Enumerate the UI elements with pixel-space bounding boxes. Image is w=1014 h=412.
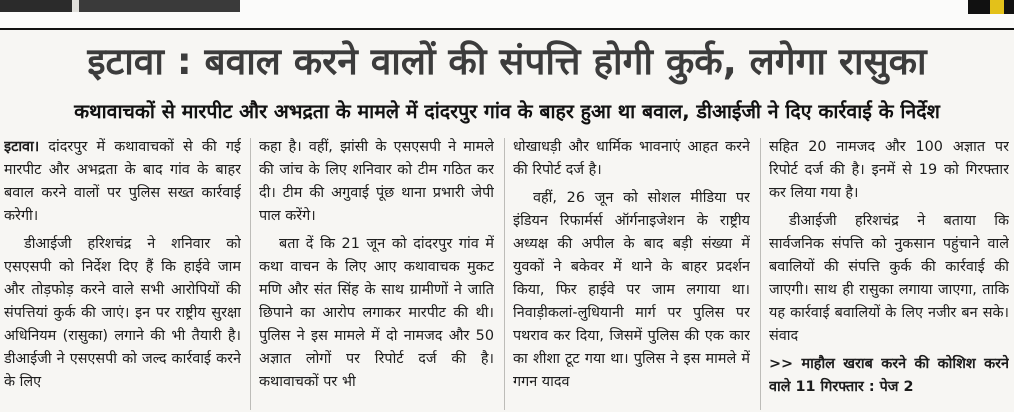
paragraph: धोखाधड़ी और धार्मिक भावनाएं आहत करने की रिपोर्ट दर्ज है।	[513, 139, 750, 178]
page-top-border	[0, 0, 1014, 30]
article-column-3	[513, 136, 750, 412]
article-column-1	[4, 136, 241, 412]
paragraph: सहित 20 नामजद और 100 अज्ञात पर रिपोर्ट दर्ज की है। इनमें से 19 को गिरफ्तार कर लिया गया है।	[769, 139, 1009, 201]
article-column-2	[259, 136, 494, 412]
paragraph: वहीं, 26 जून को सोशल मीडिया पर इंडियन रिफार्मर्स ऑर्गनाइजेशन के राष्ट्रीय अध्यक्ष की अपील के बाद बड़ी संख्या में युवकों ने बकेवर में थाने के बाहर प्रदर्शन किया, फिर हाईवे पर जाम लगाया था। निवाड़ीकलां-लुधियानी मार्ग पर पुलिस पर पथराव कर दिया, जिसमें पुलिस की एक कार का शीशा टूट गया था। पुलिस ने इस मामले में गगन यादव	[513, 190, 750, 390]
column-divider	[250, 138, 251, 410]
paragraph	[4, 136, 241, 228]
column-divider	[760, 138, 761, 410]
paragraph: बता दें कि 21 जून को दांदरपुर गांव में कथा वाचन के लिए आए कथावाचक मुकट मणि और संत सिंह के साथ ग्रामीणों ने जाति छिपाने का आरोप लगाकर मारपीट की थी। पुलिस ने इस मामले में दो नामजद और 50 अज्ञात लोगों पर रिपोर्ट दर्ज की है। कथावाचकों पर भी	[259, 236, 494, 390]
article-column-4	[769, 136, 1009, 412]
headline: इटावा : बवाल करने वालों की संपत्ति होगी कुर्क, लगेगा रासुका	[87, 40, 927, 83]
paragraph-text: डीआईजी हरिशचंद्र ने बताया कि सार्वजनिक संपत्ति को नुकसान पहुंचाने वाले बवालियों की संपत्ति कुर्क की कार्रवाई की जाएगी। साथ ही रासुका लगाया जाएगा, ताकि यह कार्रवाई बवालियों के लिए नजीर बन सके।	[769, 213, 1009, 321]
column-divider	[504, 138, 505, 410]
paragraph	[769, 210, 1009, 348]
paragraph-text: दांदरपुर में कथावाचकों से की गई मारपीट और अभद्रता के बाद गांव के बाहर बवाल करने वालों पर पुलिस सख्त कार्रवाई करेगी।	[4, 139, 241, 224]
subheadline: कथावाचकों से मारपीट और अभद्रता के मामले में दांदरपुर गांव के बाहर हुआ था बवाल, डीआईजी ने दिए कार्रवाई के निर्देश	[74, 100, 940, 123]
corner-ink-block	[968, 0, 1014, 14]
dateline: इटावा।	[4, 139, 40, 155]
paragraph: डीआईजी हरिशचंद्र ने शनिवार को एसएसपी को निर्देश दिए हैं कि हाईवे जाम और तोड़फोड़ करने वाले सभी आरोपियों की संपत्तियां कुर्क की जाएं। इन पर राष्ट्रीय सुरक्षा अधिनियम (रासुका) लगाने की भी तैयारी है। डीआईजी ने एसएसपी को जल्द कार्रवाई करने के लिए	[4, 236, 241, 390]
paragraph: कहा है। वहीं, झांसी के एसएसपी ने मामले की जांच के लिए शनिवार को टीम गठित कर दी। टीम की अगुवाई पूंछ थाना प्रभारी जेपी पाल करेंगे।	[259, 139, 494, 224]
previous-article-fragment	[0, 0, 240, 12]
page-reference-teaser: >> माहौल खराब करने की कोशिश करने वाले 11 गिरफ्तार : पेज 2	[769, 356, 1009, 395]
byline-credit: संवाद	[769, 328, 799, 344]
